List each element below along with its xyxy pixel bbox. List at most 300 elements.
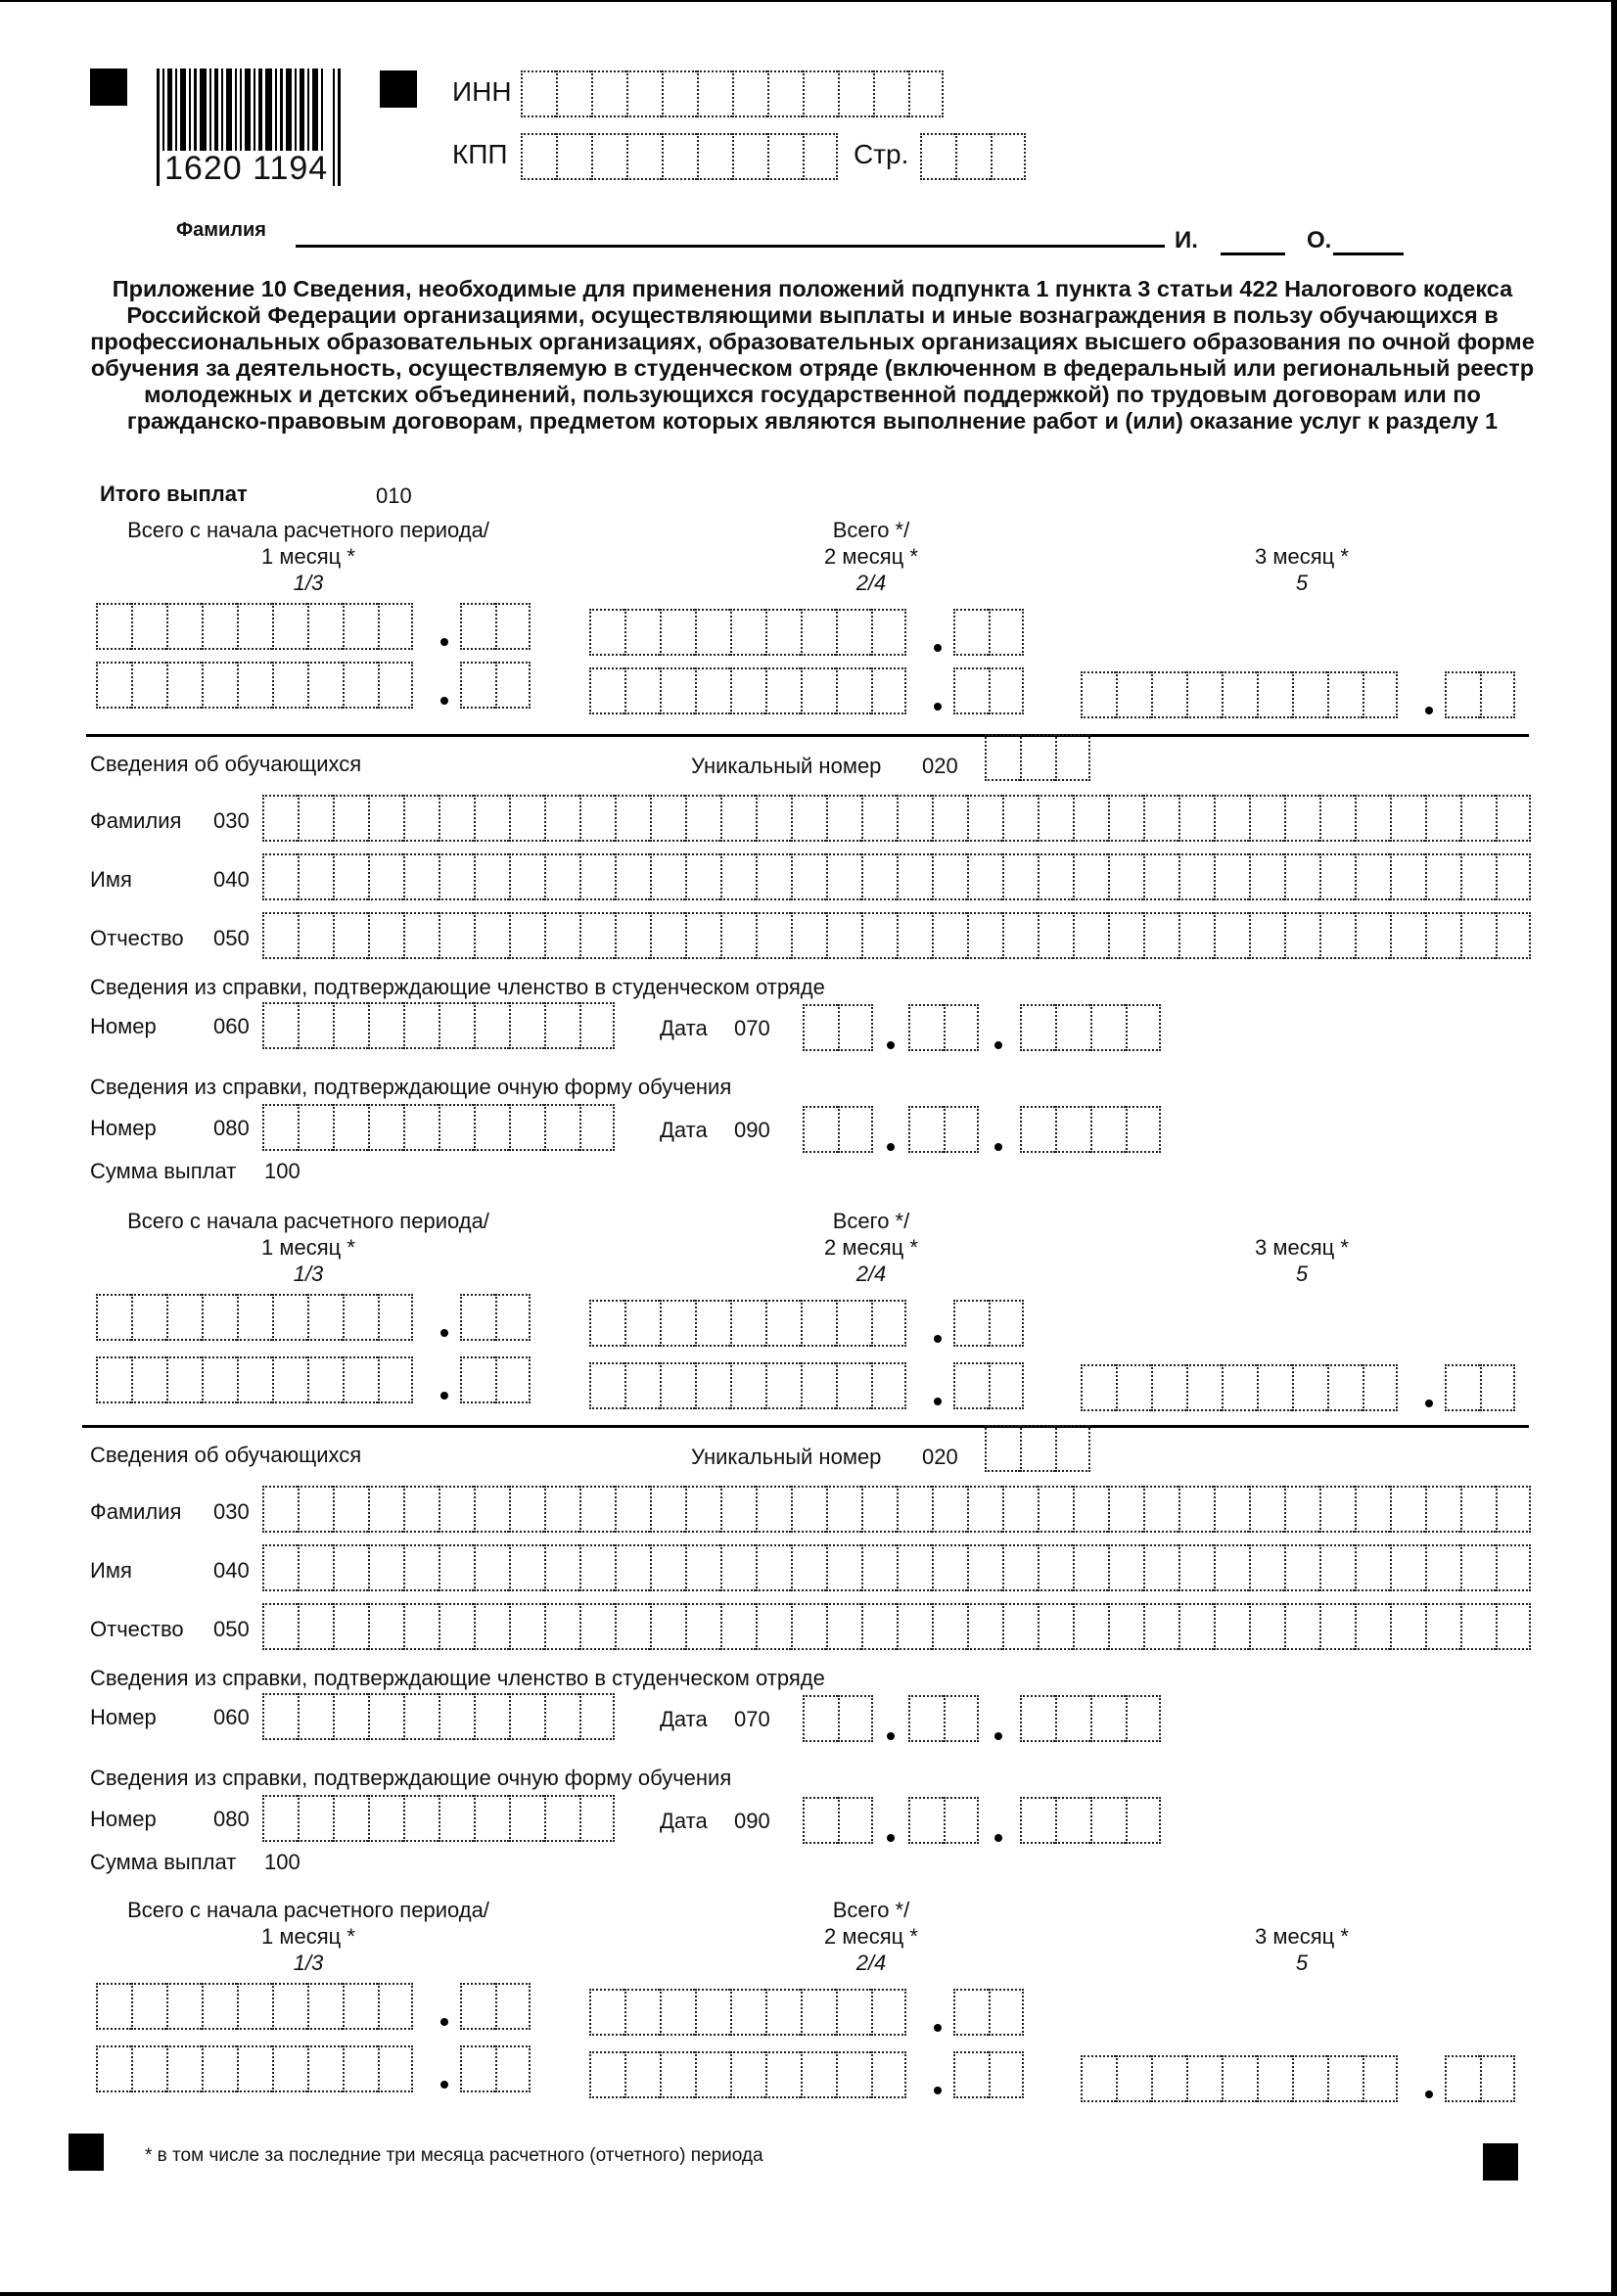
input-cell[interactable] bbox=[272, 2045, 307, 2092]
input-cell[interactable] bbox=[836, 1362, 871, 1409]
input-cell[interactable] bbox=[967, 853, 1002, 900]
input-cell[interactable] bbox=[403, 1486, 439, 1533]
input-cell[interactable] bbox=[333, 853, 368, 900]
input-cell[interactable] bbox=[579, 1795, 615, 1842]
input-cell[interactable] bbox=[1460, 1603, 1496, 1650]
input-cell[interactable] bbox=[697, 133, 732, 180]
input-cell[interactable] bbox=[298, 1104, 333, 1151]
student-2-squad-date-month[interactable] bbox=[908, 1695, 979, 1742]
input-cell[interactable] bbox=[685, 795, 720, 842]
totals-col2-row2-fraction[interactable] bbox=[953, 667, 1024, 714]
input-cell[interactable] bbox=[1055, 1004, 1090, 1051]
input-cell[interactable] bbox=[1143, 1486, 1178, 1533]
student-1-name-field[interactable] bbox=[262, 853, 1531, 900]
input-cell[interactable] bbox=[685, 1544, 720, 1591]
input-cell[interactable] bbox=[1143, 853, 1178, 900]
input-cell[interactable] bbox=[521, 70, 556, 117]
input-cell[interactable] bbox=[765, 1362, 801, 1409]
input-cell[interactable] bbox=[1425, 1544, 1460, 1591]
input-cell[interactable] bbox=[262, 853, 298, 900]
input-cell[interactable] bbox=[720, 1486, 756, 1533]
input-cell[interactable] bbox=[1081, 2055, 1116, 2102]
input-cell[interactable] bbox=[803, 1797, 838, 1844]
input-cell[interactable] bbox=[897, 1544, 932, 1591]
input-cell[interactable] bbox=[695, 1989, 730, 2036]
input-cell[interactable] bbox=[1292, 671, 1327, 718]
input-cell[interactable] bbox=[1425, 853, 1460, 900]
input-cell[interactable] bbox=[439, 795, 474, 842]
input-cell[interactable] bbox=[650, 795, 685, 842]
totals-col1-row2-integer[interactable] bbox=[96, 662, 413, 709]
input-cell[interactable] bbox=[1284, 1544, 1319, 1591]
input-cell[interactable] bbox=[756, 1603, 791, 1650]
header-initial-o-line[interactable] bbox=[1333, 253, 1404, 255]
totals-col2-row1-integer[interactable] bbox=[589, 609, 906, 656]
input-cell[interactable] bbox=[1363, 2055, 1398, 2102]
input-cell[interactable] bbox=[1151, 1364, 1186, 1411]
input-cell[interactable] bbox=[791, 912, 826, 959]
input-cell[interactable] bbox=[1363, 1364, 1398, 1411]
input-cell[interactable] bbox=[474, 795, 509, 842]
input-cell[interactable] bbox=[660, 2051, 695, 2098]
input-cell[interactable] bbox=[439, 1544, 474, 1591]
input-cell[interactable] bbox=[1355, 1486, 1390, 1533]
input-cell[interactable] bbox=[202, 1983, 237, 2030]
input-cell[interactable] bbox=[624, 2051, 660, 2098]
input-cell[interactable] bbox=[262, 1486, 298, 1533]
input-cell[interactable] bbox=[1425, 1486, 1460, 1533]
input-cell[interactable] bbox=[871, 667, 906, 714]
input-cell[interactable] bbox=[756, 795, 791, 842]
input-cell[interactable] bbox=[615, 853, 650, 900]
input-cell[interactable] bbox=[695, 667, 730, 714]
student-1-sum-col3-fraction[interactable] bbox=[1445, 1364, 1515, 1411]
input-cell[interactable] bbox=[1257, 1364, 1292, 1411]
input-cell[interactable] bbox=[237, 1983, 272, 2030]
input-cell[interactable] bbox=[333, 912, 368, 959]
input-cell[interactable] bbox=[1425, 912, 1460, 959]
input-cell[interactable] bbox=[403, 1603, 439, 1650]
input-cell[interactable] bbox=[695, 2051, 730, 2098]
input-cell[interactable] bbox=[650, 1486, 685, 1533]
input-cell[interactable] bbox=[474, 853, 509, 900]
input-cell[interactable] bbox=[944, 1004, 979, 1051]
input-cell[interactable] bbox=[262, 1104, 298, 1151]
input-cell[interactable] bbox=[989, 667, 1024, 714]
input-cell[interactable] bbox=[932, 1544, 967, 1591]
input-cell[interactable] bbox=[873, 70, 908, 117]
input-cell[interactable] bbox=[131, 1983, 166, 2030]
input-cell[interactable] bbox=[166, 603, 202, 650]
input-cell[interactable] bbox=[1249, 912, 1284, 959]
input-cell[interactable] bbox=[861, 1603, 897, 1650]
input-cell[interactable] bbox=[767, 70, 803, 117]
input-cell[interactable] bbox=[1249, 1544, 1284, 1591]
student-2-name-field[interactable] bbox=[262, 1544, 1531, 1591]
student-2-squad-date-day[interactable] bbox=[803, 1695, 873, 1742]
input-cell[interactable] bbox=[989, 1362, 1024, 1409]
input-cell[interactable] bbox=[1319, 1544, 1355, 1591]
input-cell[interactable] bbox=[838, 1004, 873, 1051]
input-cell[interactable] bbox=[1460, 853, 1496, 900]
student-2-sum-col2-row1-integer[interactable] bbox=[589, 1989, 906, 2036]
input-cell[interactable] bbox=[871, 1300, 906, 1347]
input-cell[interactable] bbox=[579, 795, 615, 842]
input-cell[interactable] bbox=[685, 1603, 720, 1650]
input-cell[interactable] bbox=[1445, 2055, 1480, 2102]
input-cell[interactable] bbox=[1020, 1425, 1055, 1472]
page-number-field[interactable] bbox=[920, 133, 1026, 180]
input-cell[interactable] bbox=[836, 2051, 871, 2098]
input-cell[interactable] bbox=[1055, 1106, 1090, 1153]
input-cell[interactable] bbox=[474, 1104, 509, 1151]
input-cell[interactable] bbox=[685, 1486, 720, 1533]
input-cell[interactable] bbox=[732, 133, 767, 180]
input-cell[interactable] bbox=[1249, 1603, 1284, 1650]
input-cell[interactable] bbox=[1002, 912, 1038, 959]
input-cell[interactable] bbox=[237, 662, 272, 709]
input-cell[interactable] bbox=[1249, 795, 1284, 842]
input-cell[interactable] bbox=[378, 2045, 413, 2092]
input-cell[interactable] bbox=[1186, 2055, 1222, 2102]
input-cell[interactable] bbox=[615, 795, 650, 842]
input-cell[interactable] bbox=[368, 1603, 403, 1650]
student-1-sum-col2-row1-integer[interactable] bbox=[589, 1300, 906, 1347]
input-cell[interactable] bbox=[202, 1294, 237, 1341]
input-cell[interactable] bbox=[509, 1002, 544, 1049]
input-cell[interactable] bbox=[1116, 2055, 1151, 2102]
input-cell[interactable] bbox=[333, 1104, 368, 1151]
student-2-sum-col2-row2-fraction[interactable] bbox=[953, 2051, 1024, 2098]
input-cell[interactable] bbox=[953, 1989, 989, 2036]
input-cell[interactable] bbox=[1222, 1364, 1257, 1411]
input-cell[interactable] bbox=[509, 853, 544, 900]
input-cell[interactable] bbox=[1445, 671, 1480, 718]
input-cell[interactable] bbox=[932, 912, 967, 959]
input-cell[interactable] bbox=[307, 1356, 343, 1403]
input-cell[interactable] bbox=[1073, 912, 1108, 959]
student-2-sum-col1-row1-integer[interactable] bbox=[96, 1983, 413, 2030]
input-cell[interactable] bbox=[1178, 853, 1214, 900]
input-cell[interactable] bbox=[1390, 912, 1425, 959]
input-cell[interactable] bbox=[589, 1989, 624, 2036]
input-cell[interactable] bbox=[756, 1486, 791, 1533]
input-cell[interactable] bbox=[1319, 853, 1355, 900]
input-cell[interactable] bbox=[1480, 1364, 1515, 1411]
input-cell[interactable] bbox=[544, 853, 579, 900]
input-cell[interactable] bbox=[1355, 1603, 1390, 1650]
input-cell[interactable] bbox=[1214, 1603, 1249, 1650]
input-cell[interactable] bbox=[836, 1989, 871, 2036]
input-cell[interactable] bbox=[1257, 671, 1292, 718]
input-cell[interactable] bbox=[343, 1983, 378, 2030]
input-cell[interactable] bbox=[826, 912, 861, 959]
input-cell[interactable] bbox=[1355, 853, 1390, 900]
input-cell[interactable] bbox=[1496, 912, 1531, 959]
input-cell[interactable] bbox=[1390, 853, 1425, 900]
input-cell[interactable] bbox=[556, 133, 591, 180]
input-cell[interactable] bbox=[131, 662, 166, 709]
input-cell[interactable] bbox=[474, 1693, 509, 1740]
input-cell[interactable] bbox=[1292, 1364, 1327, 1411]
input-cell[interactable] bbox=[826, 1603, 861, 1650]
input-cell[interactable] bbox=[1496, 1603, 1531, 1650]
input-cell[interactable] bbox=[166, 2045, 202, 2092]
input-cell[interactable] bbox=[662, 133, 697, 180]
input-cell[interactable] bbox=[1186, 1364, 1222, 1411]
input-cell[interactable] bbox=[474, 1002, 509, 1049]
input-cell[interactable] bbox=[1355, 1544, 1390, 1591]
input-cell[interactable] bbox=[1496, 1544, 1531, 1591]
input-cell[interactable] bbox=[579, 912, 615, 959]
input-cell[interactable] bbox=[908, 1797, 944, 1844]
input-cell[interactable] bbox=[591, 133, 626, 180]
input-cell[interactable] bbox=[944, 1106, 979, 1153]
input-cell[interactable] bbox=[660, 1989, 695, 2036]
input-cell[interactable] bbox=[544, 1544, 579, 1591]
input-cell[interactable] bbox=[333, 1486, 368, 1533]
input-cell[interactable] bbox=[1002, 1603, 1038, 1650]
input-cell[interactable] bbox=[897, 1486, 932, 1533]
student-2-squad-number-field[interactable] bbox=[262, 1693, 615, 1740]
input-cell[interactable] bbox=[1249, 853, 1284, 900]
input-cell[interactable] bbox=[307, 1983, 343, 2030]
student-2-study-date-year[interactable] bbox=[1020, 1797, 1161, 1844]
input-cell[interactable] bbox=[439, 1486, 474, 1533]
input-cell[interactable] bbox=[1496, 853, 1531, 900]
input-cell[interactable] bbox=[765, 2051, 801, 2098]
input-cell[interactable] bbox=[720, 912, 756, 959]
student-1-sum-col2-row2-integer[interactable] bbox=[589, 1362, 906, 1409]
totals-col1-row2-fraction[interactable] bbox=[460, 662, 531, 709]
input-cell[interactable] bbox=[368, 795, 403, 842]
input-cell[interactable] bbox=[403, 1002, 439, 1049]
input-cell[interactable] bbox=[1480, 2055, 1515, 2102]
input-cell[interactable] bbox=[1020, 734, 1055, 781]
input-cell[interactable] bbox=[932, 853, 967, 900]
input-cell[interactable] bbox=[202, 1356, 237, 1403]
input-cell[interactable] bbox=[509, 1486, 544, 1533]
input-cell[interactable] bbox=[838, 70, 873, 117]
input-cell[interactable] bbox=[131, 603, 166, 650]
input-cell[interactable] bbox=[495, 1356, 531, 1403]
input-cell[interactable] bbox=[801, 1989, 836, 2036]
input-cell[interactable] bbox=[495, 2045, 531, 2092]
input-cell[interactable] bbox=[1126, 1695, 1161, 1742]
input-cell[interactable] bbox=[1496, 795, 1531, 842]
input-cell[interactable] bbox=[272, 1983, 307, 2030]
input-cell[interactable] bbox=[660, 667, 695, 714]
input-cell[interactable] bbox=[460, 2045, 495, 2092]
input-cell[interactable] bbox=[836, 1300, 871, 1347]
input-cell[interactable] bbox=[202, 2045, 237, 2092]
input-cell[interactable] bbox=[1363, 671, 1398, 718]
input-cell[interactable] bbox=[333, 1002, 368, 1049]
input-cell[interactable] bbox=[732, 70, 767, 117]
input-cell[interactable] bbox=[298, 1002, 333, 1049]
totals-col1-row1-integer[interactable] bbox=[96, 603, 413, 650]
input-cell[interactable] bbox=[368, 1104, 403, 1151]
input-cell[interactable] bbox=[368, 912, 403, 959]
input-cell[interactable] bbox=[521, 133, 556, 180]
input-cell[interactable] bbox=[1222, 2055, 1257, 2102]
input-cell[interactable] bbox=[1038, 912, 1073, 959]
student-1-sum-col2-row1-fraction[interactable] bbox=[953, 1300, 1024, 1347]
input-cell[interactable] bbox=[333, 1544, 368, 1591]
input-cell[interactable] bbox=[589, 1362, 624, 1409]
student-1-study-date-day[interactable] bbox=[803, 1106, 873, 1153]
input-cell[interactable] bbox=[1460, 795, 1496, 842]
input-cell[interactable] bbox=[1327, 2055, 1363, 2102]
input-cell[interactable] bbox=[791, 1603, 826, 1650]
input-cell[interactable] bbox=[1108, 1486, 1143, 1533]
input-cell[interactable] bbox=[624, 667, 660, 714]
input-cell[interactable] bbox=[544, 1486, 579, 1533]
input-cell[interactable] bbox=[1090, 1106, 1126, 1153]
input-cell[interactable] bbox=[897, 912, 932, 959]
student-1-squad-date-year[interactable] bbox=[1020, 1004, 1161, 1051]
input-cell[interactable] bbox=[1020, 1797, 1055, 1844]
input-cell[interactable] bbox=[650, 1603, 685, 1650]
student-2-study-number-field[interactable] bbox=[262, 1795, 615, 1842]
input-cell[interactable] bbox=[333, 1603, 368, 1650]
input-cell[interactable] bbox=[953, 609, 989, 656]
totals-col3-integer[interactable] bbox=[1081, 671, 1398, 718]
input-cell[interactable] bbox=[131, 1294, 166, 1341]
input-cell[interactable] bbox=[908, 70, 944, 117]
input-cell[interactable] bbox=[1214, 912, 1249, 959]
input-cell[interactable] bbox=[1108, 1544, 1143, 1591]
input-cell[interactable] bbox=[368, 1002, 403, 1049]
input-cell[interactable] bbox=[131, 2045, 166, 2092]
input-cell[interactable] bbox=[801, 667, 836, 714]
input-cell[interactable] bbox=[166, 1356, 202, 1403]
input-cell[interactable] bbox=[989, 1300, 1024, 1347]
inn-field[interactable] bbox=[521, 70, 944, 117]
input-cell[interactable] bbox=[579, 1486, 615, 1533]
input-cell[interactable] bbox=[439, 1795, 474, 1842]
input-cell[interactable] bbox=[544, 1795, 579, 1842]
student-2-surname-field[interactable] bbox=[262, 1486, 1531, 1533]
input-cell[interactable] bbox=[1425, 1603, 1460, 1650]
input-cell[interactable] bbox=[298, 853, 333, 900]
student-2-sum-col1-row2-fraction[interactable] bbox=[460, 2045, 531, 2092]
input-cell[interactable] bbox=[871, 1989, 906, 2036]
input-cell[interactable] bbox=[1178, 1486, 1214, 1533]
input-cell[interactable] bbox=[474, 1486, 509, 1533]
input-cell[interactable] bbox=[495, 1294, 531, 1341]
input-cell[interactable] bbox=[1355, 912, 1390, 959]
input-cell[interactable] bbox=[96, 603, 131, 650]
input-cell[interactable] bbox=[403, 795, 439, 842]
input-cell[interactable] bbox=[1073, 1544, 1108, 1591]
input-cell[interactable] bbox=[1496, 1486, 1531, 1533]
totals-col3-fraction[interactable] bbox=[1445, 671, 1515, 718]
input-cell[interactable] bbox=[460, 1356, 495, 1403]
input-cell[interactable] bbox=[650, 853, 685, 900]
input-cell[interactable] bbox=[579, 1603, 615, 1650]
input-cell[interactable] bbox=[439, 1104, 474, 1151]
input-cell[interactable] bbox=[908, 1106, 944, 1153]
input-cell[interactable] bbox=[791, 1486, 826, 1533]
student-1-surname-field[interactable] bbox=[262, 795, 1531, 842]
input-cell[interactable] bbox=[1460, 912, 1496, 959]
input-cell[interactable] bbox=[1390, 1544, 1425, 1591]
input-cell[interactable] bbox=[1390, 1486, 1425, 1533]
input-cell[interactable] bbox=[262, 795, 298, 842]
student-2-sum-col3-fraction[interactable] bbox=[1445, 2055, 1515, 2102]
input-cell[interactable] bbox=[944, 1797, 979, 1844]
input-cell[interactable] bbox=[801, 609, 836, 656]
input-cell[interactable] bbox=[624, 1300, 660, 1347]
input-cell[interactable] bbox=[378, 662, 413, 709]
student-2-sum-col1-row1-fraction[interactable] bbox=[460, 1983, 531, 2030]
input-cell[interactable] bbox=[368, 1544, 403, 1591]
input-cell[interactable] bbox=[237, 2045, 272, 2092]
input-cell[interactable] bbox=[495, 603, 531, 650]
input-cell[interactable] bbox=[1390, 795, 1425, 842]
header-initial-i-line[interactable] bbox=[1221, 253, 1285, 255]
student-2-squad-date-year[interactable] bbox=[1020, 1695, 1161, 1742]
input-cell[interactable] bbox=[967, 912, 1002, 959]
input-cell[interactable] bbox=[944, 1695, 979, 1742]
input-cell[interactable] bbox=[626, 70, 662, 117]
input-cell[interactable] bbox=[166, 662, 202, 709]
input-cell[interactable] bbox=[685, 853, 720, 900]
input-cell[interactable] bbox=[615, 1603, 650, 1650]
input-cell[interactable] bbox=[272, 1356, 307, 1403]
input-cell[interactable] bbox=[967, 1486, 1002, 1533]
input-cell[interactable] bbox=[765, 1300, 801, 1347]
input-cell[interactable] bbox=[298, 1544, 333, 1591]
input-cell[interactable] bbox=[803, 70, 838, 117]
input-cell[interactable] bbox=[1073, 1486, 1108, 1533]
totals-col2-row1-fraction[interactable] bbox=[953, 609, 1024, 656]
input-cell[interactable] bbox=[1214, 853, 1249, 900]
input-cell[interactable] bbox=[333, 795, 368, 842]
input-cell[interactable] bbox=[298, 1603, 333, 1650]
input-cell[interactable] bbox=[509, 912, 544, 959]
input-cell[interactable] bbox=[1038, 795, 1073, 842]
input-cell[interactable] bbox=[272, 603, 307, 650]
input-cell[interactable] bbox=[720, 1603, 756, 1650]
input-cell[interactable] bbox=[1319, 1603, 1355, 1650]
input-cell[interactable] bbox=[826, 1486, 861, 1533]
input-cell[interactable] bbox=[1038, 1603, 1073, 1650]
student-1-squad-date-month[interactable] bbox=[908, 1004, 979, 1051]
student-1-unique-number-field[interactable] bbox=[985, 734, 1090, 781]
input-cell[interactable] bbox=[730, 667, 765, 714]
input-cell[interactable] bbox=[1425, 795, 1460, 842]
input-cell[interactable] bbox=[343, 1356, 378, 1403]
input-cell[interactable] bbox=[756, 912, 791, 959]
input-cell[interactable] bbox=[307, 1294, 343, 1341]
student-1-study-number-field[interactable] bbox=[262, 1104, 615, 1151]
input-cell[interactable] bbox=[1108, 1603, 1143, 1650]
input-cell[interactable] bbox=[953, 2051, 989, 2098]
input-cell[interactable] bbox=[791, 1544, 826, 1591]
input-cell[interactable] bbox=[720, 853, 756, 900]
input-cell[interactable] bbox=[403, 1693, 439, 1740]
input-cell[interactable] bbox=[1108, 853, 1143, 900]
input-cell[interactable] bbox=[861, 912, 897, 959]
input-cell[interactable] bbox=[660, 1362, 695, 1409]
input-cell[interactable] bbox=[1073, 1603, 1108, 1650]
input-cell[interactable] bbox=[803, 1004, 838, 1051]
input-cell[interactable] bbox=[1445, 1364, 1480, 1411]
input-cell[interactable] bbox=[1284, 1603, 1319, 1650]
input-cell[interactable] bbox=[368, 1486, 403, 1533]
